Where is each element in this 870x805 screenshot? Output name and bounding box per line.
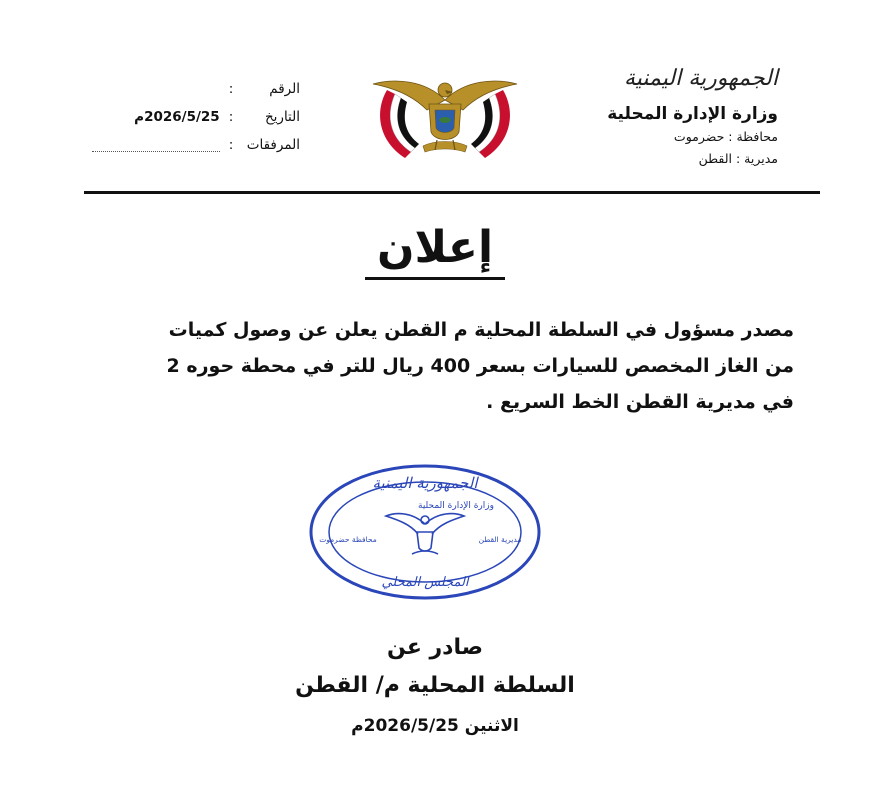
country-calligraphy: الجمهورية اليمنية: [623, 66, 778, 91]
date-label: التاريخ: [264, 109, 300, 125]
issuing-authority: السلطة المحلية م/ القطن: [295, 673, 575, 698]
stamp-right-text: مديرية القطن: [478, 535, 522, 544]
attachments-dotted-line: [92, 139, 220, 152]
stamp-left-text: محافظة حضرموت: [319, 535, 377, 544]
ministry-header: [588, 62, 778, 170]
stamp-ministry-text: وزارة الإدارة المحلية: [418, 501, 494, 511]
date-value: 2026/5/25م: [134, 109, 220, 125]
issue-date: الاثنين 2026/5/25م: [351, 716, 519, 736]
governorate-line: [588, 126, 778, 148]
attachments-label: المرفقات: [246, 137, 300, 153]
number-row: الرقم:: [60, 75, 300, 103]
signature-block: [0, 630, 870, 746]
announcement-body: [82, 312, 794, 420]
directorate-line: [588, 148, 778, 170]
issued-by: صادر عن: [387, 635, 483, 660]
ministry-name: وزارة الإدارة المحلية: [607, 104, 778, 124]
stamp-top-text: الجمهورية اليمنية: [372, 474, 478, 492]
attachments-row: المرفقات:: [60, 131, 300, 159]
official-stamp-icon: [306, 462, 544, 602]
body-line-2: من الغاز المخصص للسيارات بسعر 400 ريال للتر في محطة حوره 2: [166, 355, 794, 377]
header-divider: [84, 191, 820, 194]
body-line-3: في مديرية القطن الخط السريع .: [486, 391, 794, 413]
stamp-bottom-text: المجلس المحلي: [381, 575, 469, 590]
directorate-value: القطن: [698, 151, 733, 166]
directorate-label: مديرية :: [736, 151, 778, 166]
date-row: التاريخ: 2026/5/25م: [60, 103, 300, 131]
announcement-title: [0, 222, 870, 273]
governorate-label: محافظة :: [728, 129, 778, 144]
title-text: إعلان: [365, 222, 505, 280]
body-line-1: مصدر مسؤول في السلطة المحلية م القطن يعلن عن وصول كميات: [168, 319, 794, 341]
governorate-value: حضرموت: [673, 129, 725, 144]
yemen-emblem-icon: [365, 70, 525, 170]
number-label: الرقم: [269, 81, 300, 97]
reference-block: [60, 75, 300, 159]
